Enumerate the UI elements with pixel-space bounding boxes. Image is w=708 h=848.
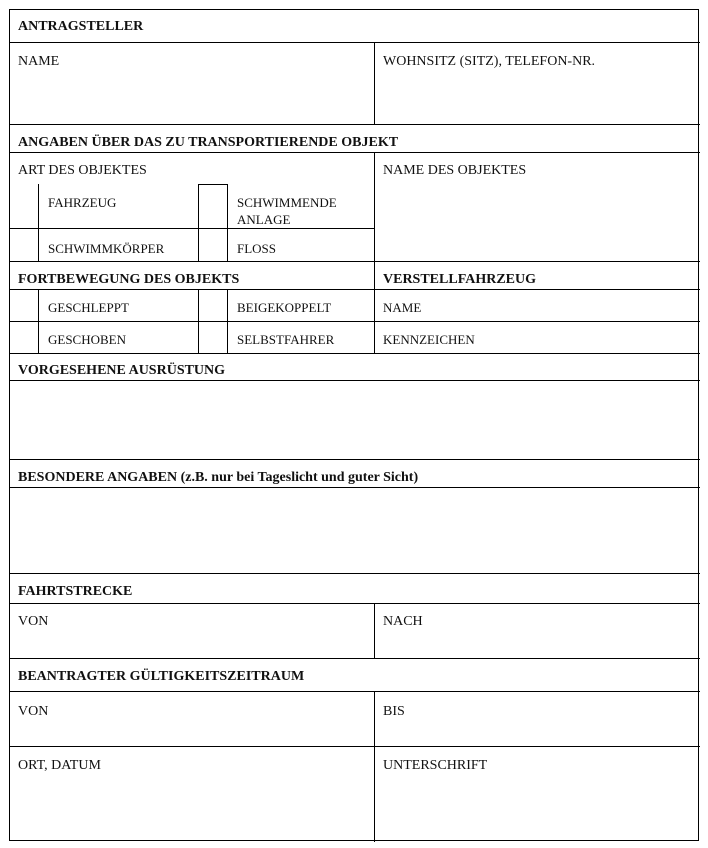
option-raft-label: FLOSS [237, 241, 277, 256]
checkbox-floating-facility[interactable] [199, 185, 227, 228]
route-from-label: VON [18, 614, 49, 629]
checkbox-vehicle[interactable] [10, 184, 38, 228]
divider [374, 603, 375, 658]
divider [10, 573, 700, 574]
divider [374, 691, 375, 842]
divider [10, 459, 700, 460]
divider [227, 184, 228, 261]
divider [10, 603, 700, 604]
application-form [9, 9, 699, 841]
option-floating-facility-label-2: ANLAGE [237, 212, 291, 227]
checkbox-floating-body[interactable] [10, 229, 38, 261]
route-to-label: NACH [383, 614, 423, 629]
equipment-input-area[interactable] [10, 381, 700, 459]
divider [10, 691, 700, 692]
divider [10, 152, 700, 153]
divider [38, 184, 39, 261]
section-applicant-header: ANTRAGSTELLER [18, 19, 144, 34]
signature-label: UNTERSCHRIFT [383, 758, 488, 773]
divider [10, 289, 700, 290]
option-towed-label: GESCHLEPPT [48, 300, 129, 315]
divider [10, 746, 700, 747]
object-type-label: ART DES OBJEKTES [18, 163, 147, 178]
adjusting-vessel-registration-label: KENNZEICHEN [383, 332, 475, 347]
divider [10, 42, 700, 43]
option-pushed-label: GESCHOBEN [48, 332, 127, 347]
section-special-header: BESONDERE ANGABEN (z.B. nur bei Tageslicht und guter Sicht) [18, 470, 419, 485]
section-object-header: ANGABEN ÜBER DAS ZU TRANSPORTIERENDE OBJEKT [18, 135, 399, 150]
option-floating-facility-label: SCHWIMMENDE [237, 195, 337, 210]
checkbox-towed[interactable] [10, 290, 38, 321]
divider [10, 353, 700, 354]
checkbox-self-propelled[interactable] [199, 322, 227, 353]
option-self-propelled-label: SELBSTFAHRER [237, 332, 335, 347]
adjusting-vessel-name-label: NAME [383, 300, 422, 315]
applicant-residence-label: WOHNSITZ (SITZ), TELEFON-NR. [383, 54, 596, 69]
option-coupled-label: BEIGEKOPPELT [237, 300, 332, 315]
validity-to-label: BIS [383, 704, 405, 719]
special-input-area[interactable] [10, 488, 700, 573]
checkbox-raft[interactable] [199, 229, 227, 261]
checkbox-pushed[interactable] [10, 322, 38, 353]
divider [374, 152, 375, 353]
place-date-label: ORT, DATUM [18, 758, 101, 773]
divider [10, 658, 700, 659]
applicant-name-label: NAME [18, 54, 60, 69]
section-adjusting-vessel-header: VERSTELLFAHRZEUG [383, 272, 536, 287]
divider [10, 124, 700, 125]
validity-from-label: VON [18, 704, 49, 719]
divider [38, 289, 39, 353]
section-propulsion-header: FORTBEWEGUNG DES OBJEKTS [18, 272, 240, 287]
checkbox-coupled[interactable] [199, 290, 227, 321]
divider [374, 42, 375, 124]
divider [10, 261, 700, 262]
divider [10, 321, 700, 322]
section-route-header: FAHRTSTRECKE [18, 584, 133, 599]
section-validity-header: BEANTRAGTER GÜLTIGKEITSZEITRAUM [18, 669, 305, 684]
option-vehicle-label: FAHRZEUG [48, 195, 117, 210]
option-floating-body-label: SCHWIMMKÖRPER [48, 241, 165, 256]
object-name-label: NAME DES OBJEKTES [383, 163, 527, 178]
section-equipment-header: VORGESEHENE AUSRÜSTUNG [18, 363, 226, 378]
divider [227, 289, 228, 353]
